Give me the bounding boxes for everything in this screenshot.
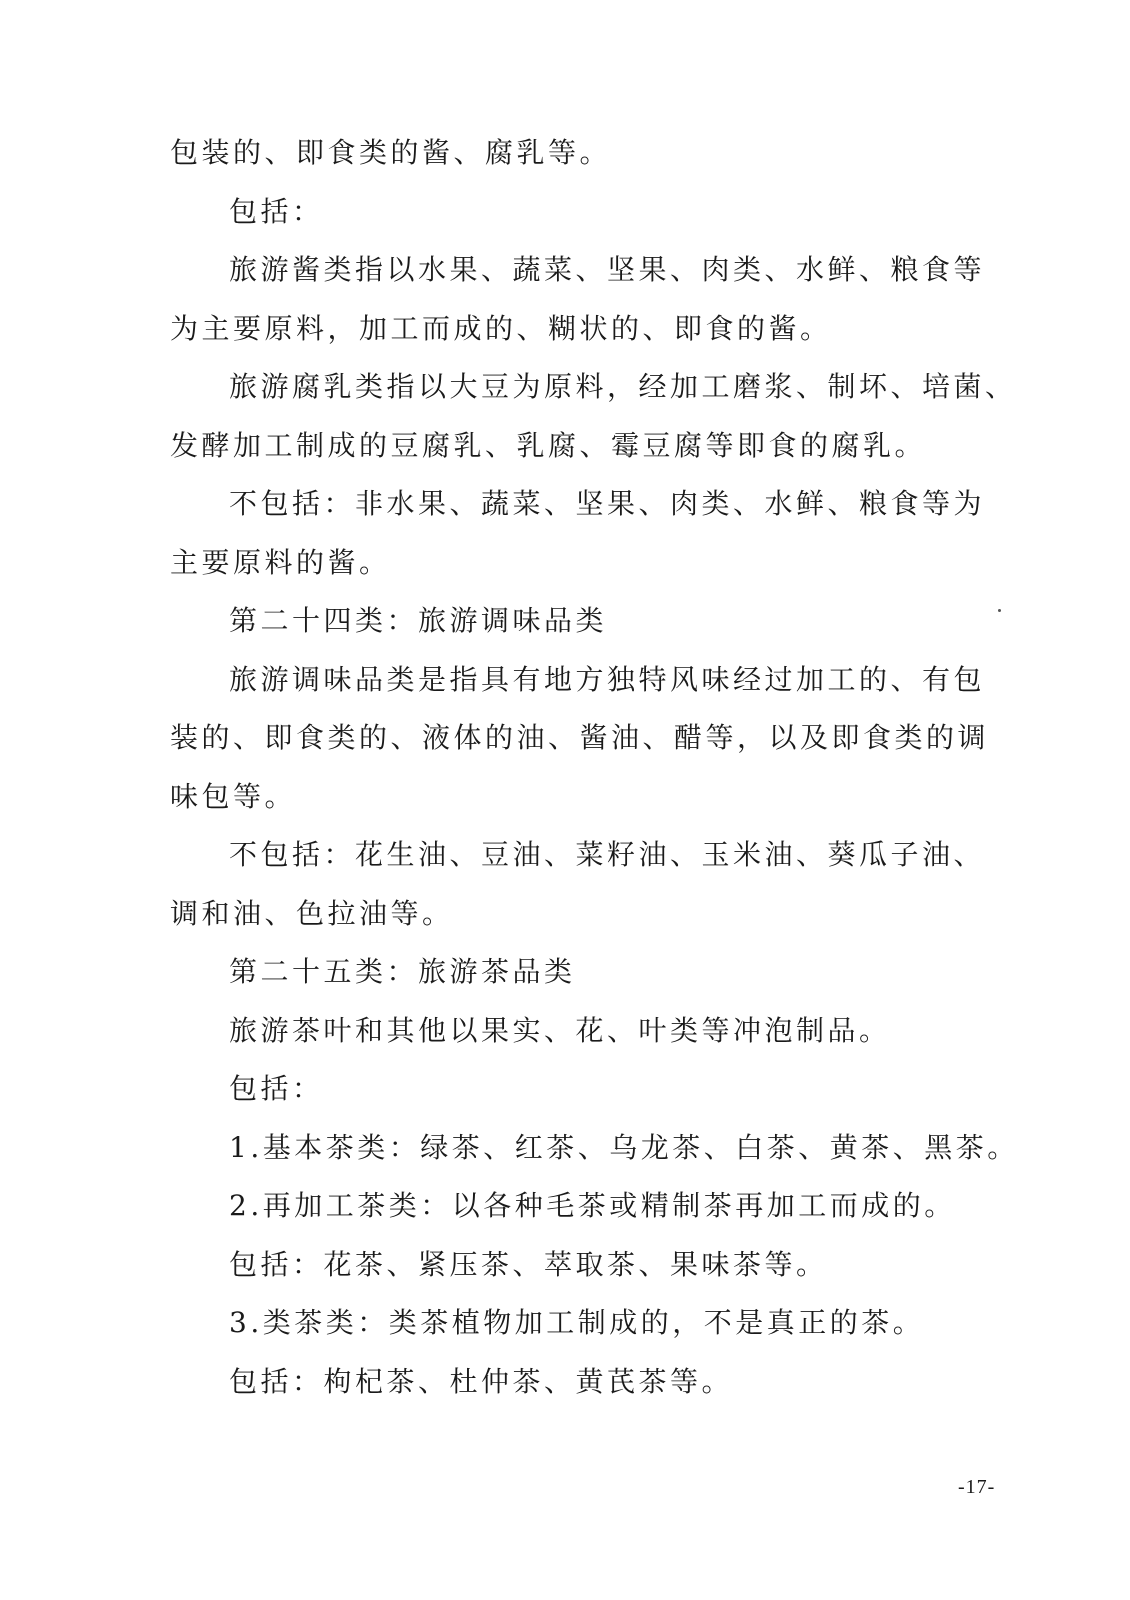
text-line: 味包等。 bbox=[170, 779, 297, 813]
text-line: 装的、即食类的、液体的油、酱油、醋等，以及即食类的调 bbox=[170, 721, 990, 754]
section-heading: 第二十五类：旅游茶品类 bbox=[229, 955, 576, 988]
page-number: -17- bbox=[958, 1476, 996, 1498]
text-line: 旅游腐乳类指以大豆为原料，经加工磨浆、制坏、培菌、 bbox=[229, 370, 1017, 403]
list-item: 3.类茶类：类茶植物加工制成的，不是真正的茶。 bbox=[229, 1306, 925, 1339]
list-item: 2.再加工茶类：以各种毛茶或精制茶再加工而成的。 bbox=[229, 1189, 956, 1222]
list-item: 1.基本茶类：绿茶、红茶、乌龙茶、白茶、黄茶、黑茶。 bbox=[229, 1130, 1019, 1164]
text-line: 主要原料的酱。 bbox=[170, 545, 391, 579]
text-line: 为主要原料，加工而成的、糊状的、即食的酱。 bbox=[170, 311, 832, 345]
text-line: 发酵加工制成的豆腐乳、乳腐、霉豆腐等即食的腐乳。 bbox=[170, 428, 927, 462]
text-line: 包装的、即食类的酱、腐乳等。 bbox=[170, 136, 612, 169]
text-line: 包括： bbox=[229, 1072, 324, 1105]
text-line: 旅游调味品类是指具有地方独特风味经过加工的、有包 bbox=[229, 662, 986, 696]
text-line: 包括：花茶、紧压茶、萃取茶、果味茶等。 bbox=[229, 1247, 828, 1281]
text-line: 包括： bbox=[229, 194, 324, 228]
scan-speck bbox=[998, 609, 1001, 612]
text-line: 包括：枸杞茶、杜仲茶、黄芪茶等。 bbox=[229, 1364, 734, 1398]
body-text bbox=[170, 124, 1019, 1411]
text-line: 旅游茶叶和其他以果实、花、叶类等冲泡制品。 bbox=[229, 1013, 891, 1047]
text-line: 不包括：非水果、蔬菜、坚果、肉类、水鲜、粮食等为 bbox=[229, 487, 986, 520]
text-line: 调和油、色拉油等。 bbox=[170, 896, 454, 930]
text-line: 旅游酱类指以水果、蔬菜、坚果、肉类、水鲜、粮食等 bbox=[229, 253, 986, 286]
section-heading: 第二十四类：旅游调味品类 bbox=[229, 604, 608, 637]
text-line: 不包括：花生油、豆油、菜籽油、玉米油、葵瓜子油、 bbox=[229, 838, 986, 871]
